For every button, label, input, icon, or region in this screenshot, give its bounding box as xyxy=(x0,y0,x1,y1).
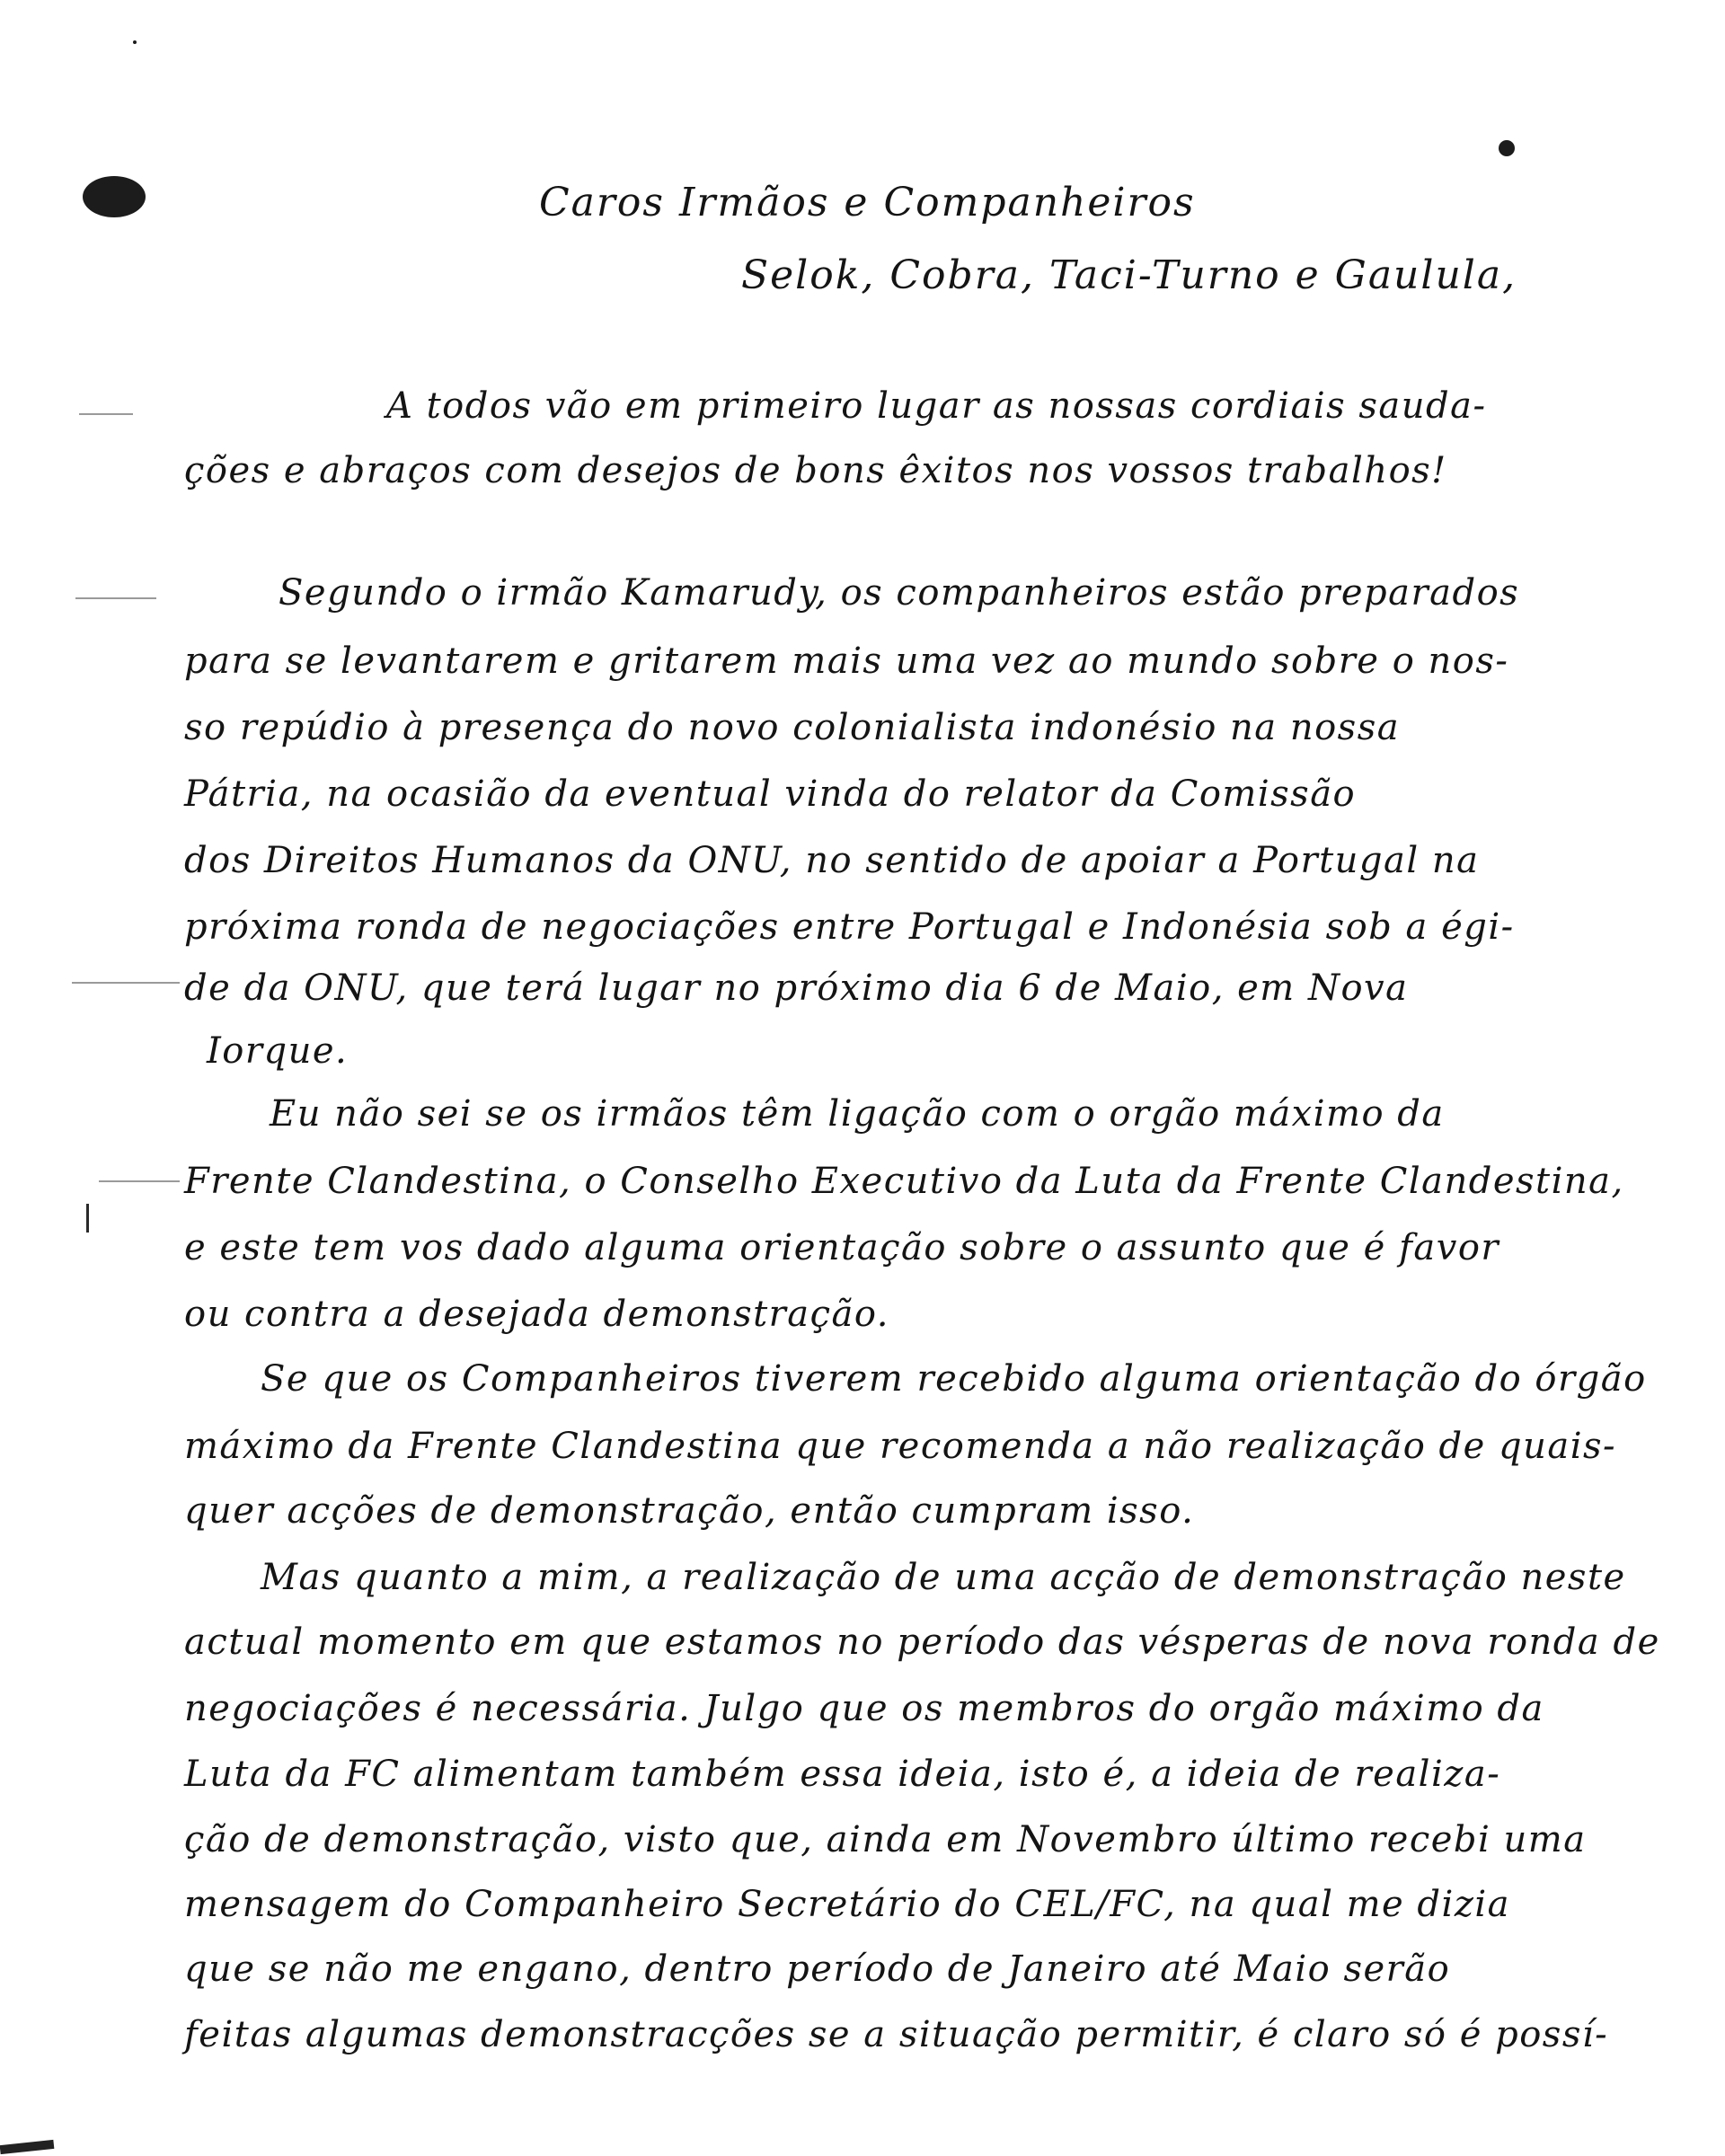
ink-speck xyxy=(133,40,137,44)
salutation-line-1: Caros Irmãos e Companheiros xyxy=(539,180,1196,225)
margin-mark xyxy=(99,1180,180,1182)
bottom-edge-smudge xyxy=(0,2140,54,2154)
salutation-line-2: Selok, Cobra, Taci-Turno e Gaulula, xyxy=(741,252,1517,298)
letter-line-16: máximo da Frente Clandestina que recomenda a não realização de quais- xyxy=(184,1426,1617,1467)
margin-mark xyxy=(72,982,180,984)
letter-line-21: Luta da FC alimentam também essa ideia, isto é, a ideia de realiza- xyxy=(184,1754,1501,1795)
ink-blot xyxy=(83,176,146,217)
letter-line-17: quer acções de demonstração, então cumpram isso. xyxy=(184,1490,1195,1532)
letter-line-13: e este tem vos dado alguma orientação sobre o assunto que é favor xyxy=(184,1227,1500,1268)
letter-line-23: mensagem do Companheiro Secretário do CEL/FC, na qual me dizia xyxy=(184,1884,1511,1925)
margin-mark xyxy=(75,597,156,599)
letter-line-6: Pátria, na ocasião da eventual vinda do relator da Comissão xyxy=(184,773,1357,815)
letter-line-9: de da ONU, que terá lugar no próximo dia 6 de Maio, em Nova xyxy=(184,968,1409,1009)
margin-mark xyxy=(79,413,133,415)
letter-line-15: Se que os Companheiros tiverem recebido alguma orientação do órgão xyxy=(261,1358,1647,1400)
letter-line-10: Iorque. xyxy=(207,1030,349,1072)
letter-line-8: próxima ronda de negociações entre Portugal e Indonésia sob a égi- xyxy=(184,906,1515,948)
letter-line-24: que se não me engano, dentro período de Janeiro até Maio serão xyxy=(184,1948,1451,1990)
letter-line-2: ções e abraços com desejos de bons êxitos nos vossos trabalhos! xyxy=(184,450,1447,491)
letter-line-3: Segundo o irmão Kamarudy, os companheiros estão preparados xyxy=(279,572,1520,614)
letter-line-18: Mas quanto a mim, a realização de uma acção de demonstração neste xyxy=(261,1557,1626,1598)
letter-line-22: ção de demonstração, visto que, ainda em Novembro último recebi uma xyxy=(184,1819,1587,1860)
margin-bar xyxy=(86,1204,89,1233)
letter-line-4: para se levantarem e gritarem mais uma vez ao mundo sobre o nos- xyxy=(184,641,1509,682)
ink-speck xyxy=(1499,140,1515,156)
letter-line-12: Frente Clandestina, o Conselho Executivo da Luta da Frente Clandestina, xyxy=(184,1161,1624,1202)
letter-line-25: feitas algumas demonstracções se a situação permitir, é claro só é possí- xyxy=(184,2014,1609,2055)
letter-line-19: actual momento em que estamos no período das vésperas de nova ronda de xyxy=(184,1621,1660,1663)
letter-line-14: ou contra a desejada demonstração. xyxy=(184,1294,889,1335)
letter-line-1: A todos vão em primeiro lugar as nossas cordiais sauda- xyxy=(386,385,1487,427)
letter-line-5: so repúdio à presença do novo colonialista indonésio na nossa xyxy=(184,707,1401,748)
letter-line-11: Eu não sei se os irmãos têm ligação com o orgão máximo da xyxy=(270,1093,1445,1135)
letter-line-20: negociações é necessária. Julgo que os membros do orgão máximo da xyxy=(184,1688,1544,1729)
letter-line-7: dos Direitos Humanos da ONU, no sentido de apoiar a Portugal na xyxy=(184,840,1480,881)
